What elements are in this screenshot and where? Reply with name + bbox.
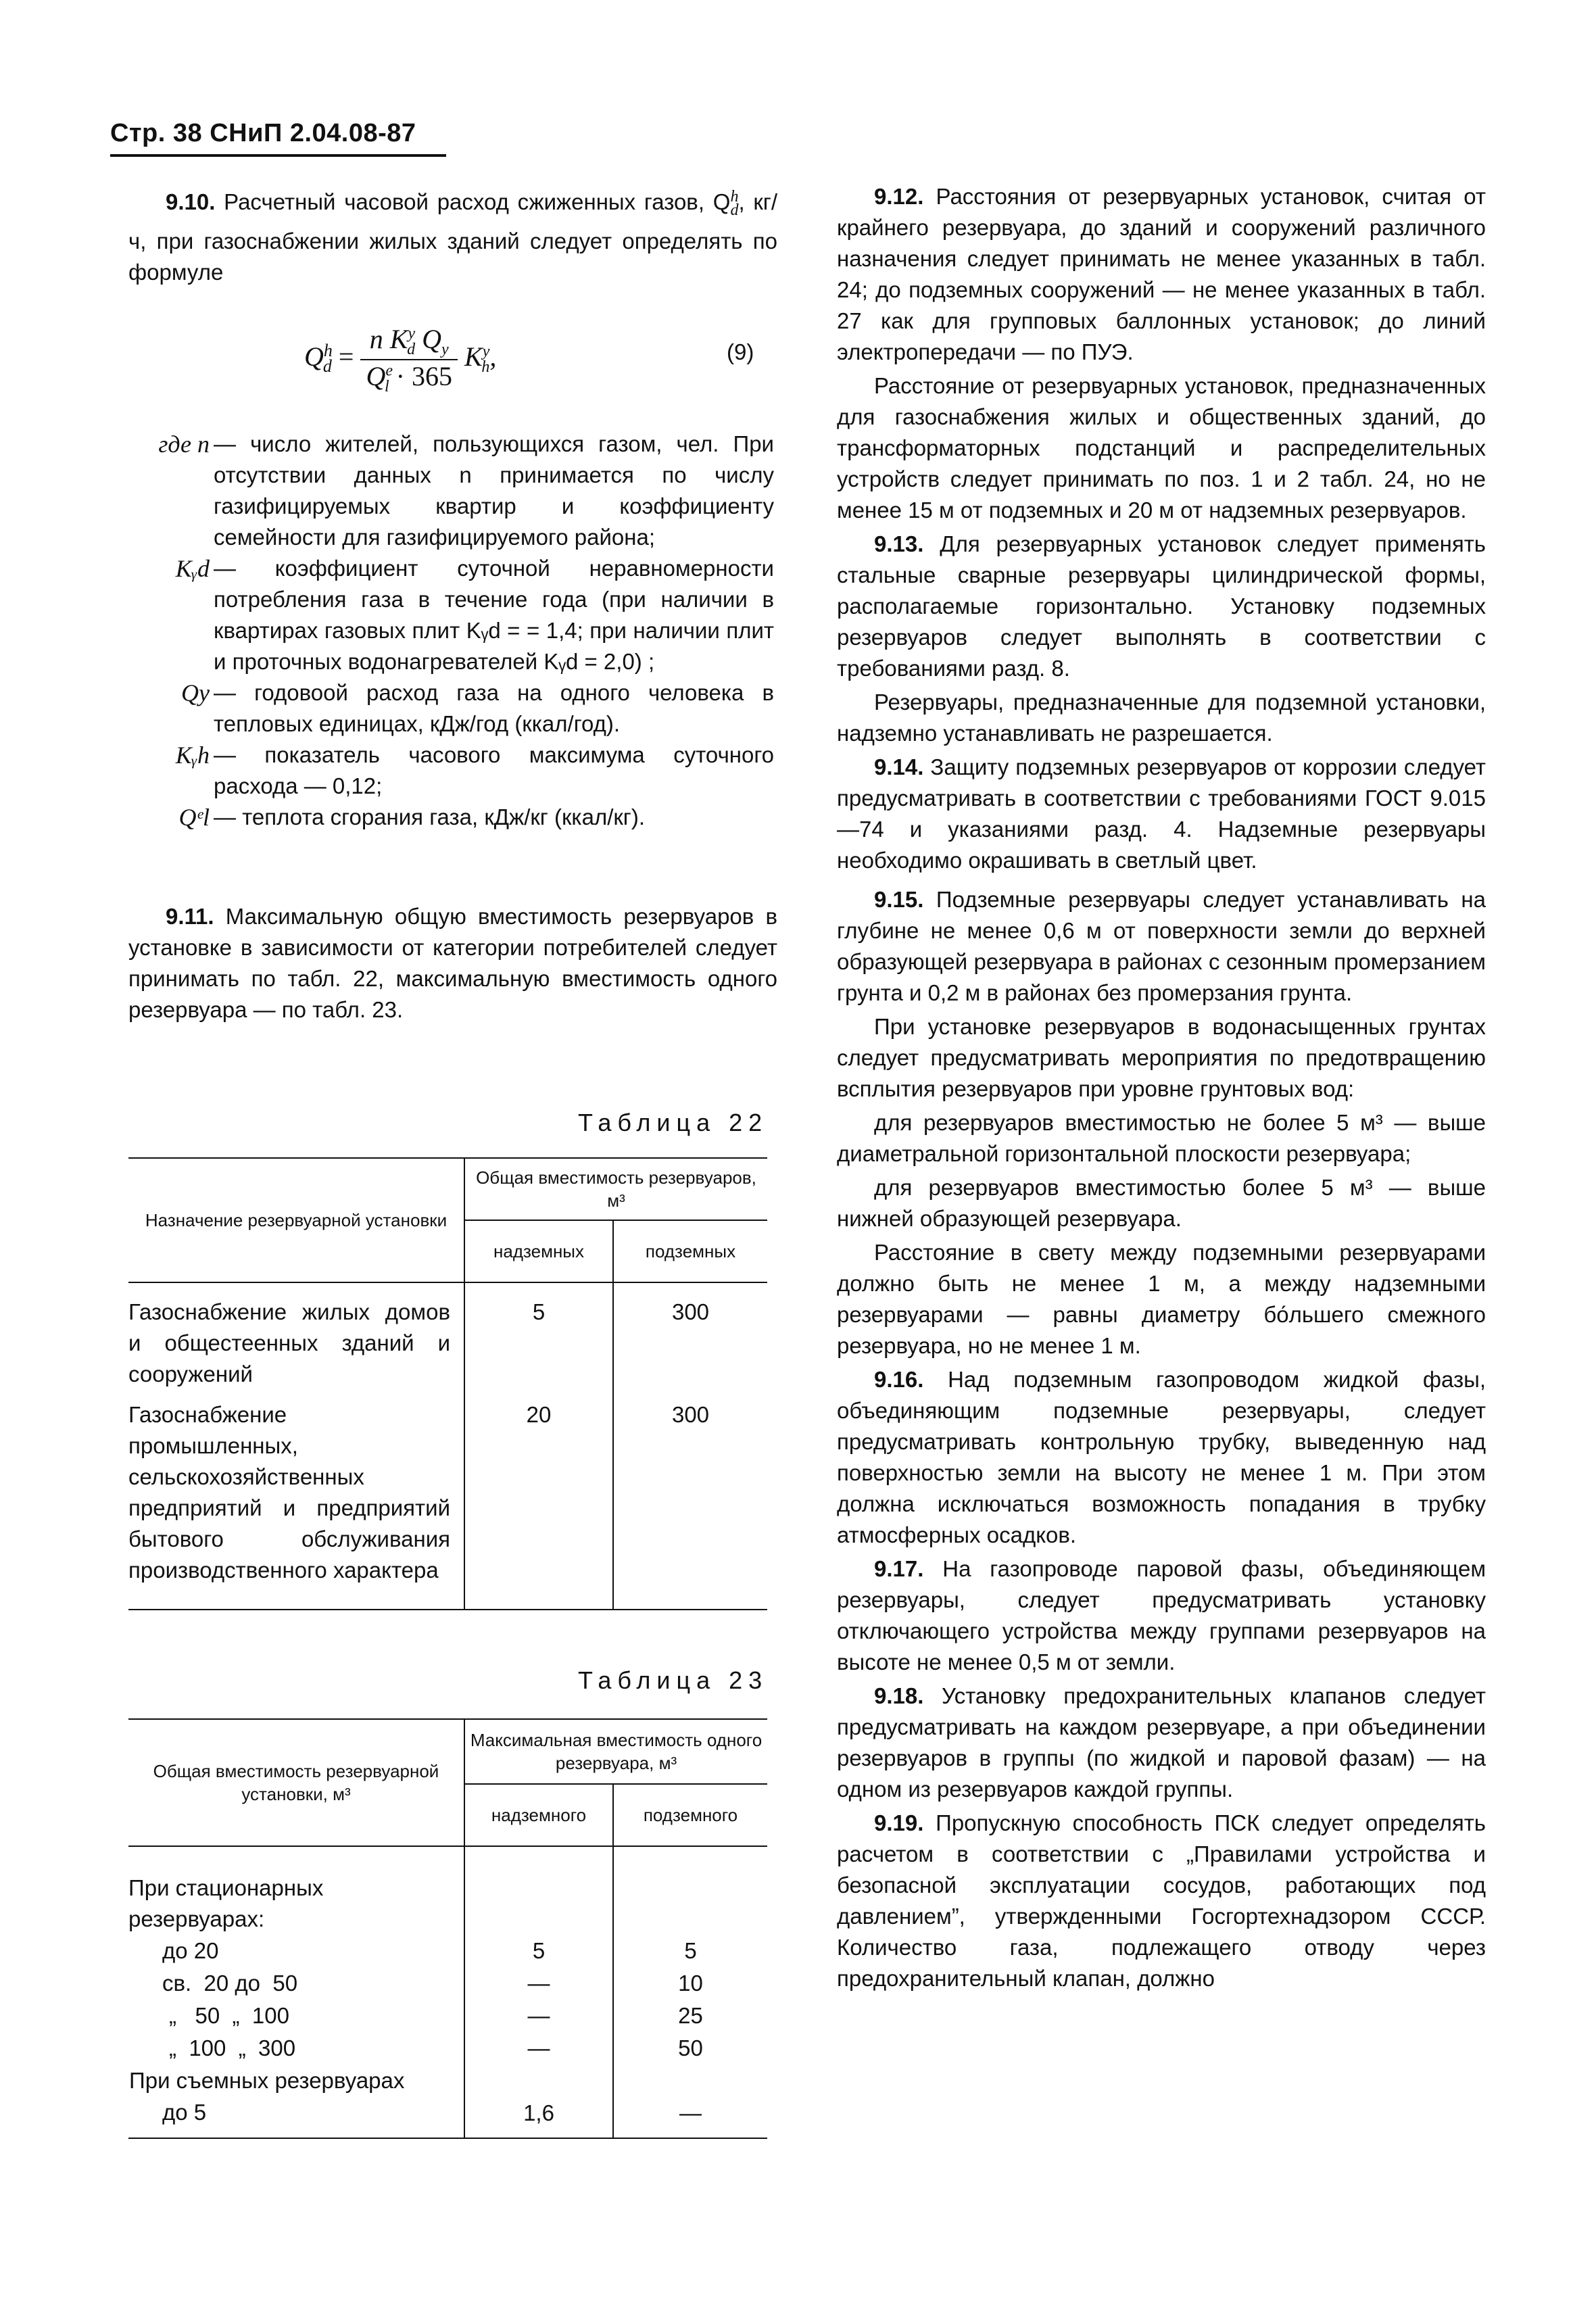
table-row: Газоснабжение промышленных, сельскохозяйственных предприятий и предприятий бытового обслуживания производственного характера 20 300 (128, 1390, 767, 1610)
table-header: Назначение резервуарной установки (128, 1158, 464, 1282)
definition-item: Kᵧh — показатель часового максимума суточного расхода — 0,12; (175, 742, 774, 798)
paragraph-9-15: 9.15. Подземные резервуары следует устанавливать на глубине не менее 0,6 м от поверхности земли до верхней образующей резервуара в районах с сезонным промерзанием грунта и 0,2 м в районах без промерзания грунта. (837, 887, 1486, 1005)
table-subheader: подземных (613, 1220, 767, 1282)
definitions-list (115, 429, 774, 833)
paragraph-9-18: 9.18. Установку предохранительных клапанов следует предусматривать на каждом резервуаре, а при объединении резервуаров в группы (по жидкой и паровой фазам) — на одном из резервуаров каждой группы. (837, 1683, 1486, 1802)
clause-number: 9.10. (166, 189, 216, 214)
paragraph-9-13: 9.13. Для резервуарных установок следует применять стальные сварные резервуары цилиндрической формы, располагаемые горизонтально. Установку подземных резервуаров следует выполнять в соответствии с требованиями разд. 8. (837, 531, 1486, 681)
table-23 (128, 1718, 767, 2139)
clause-text: Расчетный часовой расход сжиженных газов, Q (224, 189, 731, 214)
table-row: до 20 5 5 (128, 1935, 767, 1967)
paragraph: для резервуаров вместимостью не более 5 м³ — выше диаметральной горизонтальной плоскости резервуара; (837, 1110, 1486, 1166)
table-23-caption: Таблица 23 (578, 1666, 769, 1694)
formula-fraction: $\frac{n K^y_d Q_y}{Q^e_l \cdot 365}$ (360, 323, 458, 396)
paragraph-9-16: 9.16. Над подземным газопроводом жидкой фазы, объединяющим подземные резервуары, следует предусматривать контрольную трубку, выведенную над поверхностью земли на высоту не менее 1 м. При этом должна исключаться возможность попадания в трубку атмосферных осадков. (837, 1367, 1486, 1547)
paragraph: Резервуары, предназначенные для подземной установки, надземно устанавливать не разрешается. (837, 690, 1486, 746)
table-subheader: надземных (464, 1220, 613, 1282)
clause-text: Максимальную общую вместимость резервуаров в установке в зависимости от категории потребителей следует принимать по табл. 22, максимальную вместимость одного резервуара — по табл. 23. (128, 904, 778, 1022)
paragraph: для резервуаров вместимостью более 5 м³ — выше нижней образующей резервуара. (837, 1175, 1486, 1231)
header-rule (110, 154, 446, 157)
definition-item: где n — число жителей, пользующихся газом, чел. При отсутствии данных n принимается по числу газифицируемых квартир и коэффициенту семейности для газифицируемого района; (158, 431, 774, 550)
table-header: Общая вместимость резервуарной установки, м³ (128, 1719, 464, 1846)
table-subheader: подземного (613, 1784, 767, 1846)
table-row: св. 20 до 50 — 10 (128, 1967, 767, 2000)
paragraph-9-10: 9.10. Расчетный часовой расход сжиженных газов, $Q^h_d$, кг/ч, при газоснабжении жилых зданий следует определять по формуле (128, 188, 777, 285)
paragraph-9-19: 9.19. Пропускную способность ПСК следует определять расчетом в соответствии с „Правилами устройства и безопасной эксплуатации сосудов, работающих под давлением”, утвержденными Госгортехнадзором СССР. Количество газа, подлежащего отводу через предохранительный клапан, должно (837, 1810, 1486, 1991)
definition-item: Kᵧd — коэффициент суточной неравномерности потребления газа в течение года (при наличии в квартирах газовых плит Kᵧd = = 1,4; при наличии плит и проточных водонагревателей Kᵧd = 2,0) ; (175, 555, 774, 674)
formula-9: $Q^h_d$ = $\frac{n K^y_d Q_y}{Q^e_l \cdot 365}$ $K^y_h$, (9) (304, 324, 754, 395)
right-column (837, 181, 1486, 1997)
page-header: Стр. 38 СНиП 2.04.08-87 (110, 119, 416, 147)
table-row: „ 100 „ 300 — 50 (128, 2032, 767, 2065)
table-22-caption: Таблица 22 (578, 1109, 769, 1136)
paragraph-9-14: 9.14. Защиту подземных резервуаров от коррозии следует предусматривать в соответствии с требованиями ГОСТ 9.015—74 и указаниями разд. 4. Надземные резервуары необходимо окрашивать в светлый цвет. (837, 754, 1486, 873)
left-column (128, 181, 777, 291)
paragraph-9-12: 9.12. Расстояния от резервуарных установок, считая от крайнего резервуара, до зданий и сооружений различного назначения следует принимать не менее указанных в табл. 24; до подземных сооружений — не менее указанных в табл. 27 как для групповых баллонных установок; до линий электропередачи — по ПУЭ. (837, 184, 1486, 364)
paragraph-9-11 (128, 901, 777, 1028)
table-row: При съемных резервуарах (128, 2065, 767, 2097)
paragraph: Расстояние в свету между подземными резервуарами должно быть не менее 1 м, а между надземными резервуарами — равны диаметру бо́льшего смежного резервуара, но не менее 1 м. (837, 1240, 1486, 1358)
table-header: Максимальная вместимость одного резервуара, м³ (464, 1719, 767, 1784)
table-row: до 5 1,6 — (128, 2097, 767, 2138)
equation-number: (9) (727, 339, 754, 364)
paragraph: Расстояние от резервуарных установок, предназначенных для газоснабжения жилых и общественных зданий, до трансформаторных подстанций и распределительных устройств следует принимать по поз. 1 и 2 табл. 24, но не менее 15 м от подземных и 20 м от надземных резервуаров. (837, 373, 1486, 523)
definition-item: Qᵉl — теплота сгорания газа, кДж/кг (ккал/кг). (178, 804, 646, 831)
table-22 (128, 1157, 767, 1610)
clause-text-cont: , кг/ч, при газоснабжении жилых зданий следует определять по формуле (128, 189, 777, 285)
table-header: Общая вместимость резервуаров, м³ (464, 1158, 767, 1220)
table-row: Газоснабжение жилых домов и общестеенных зданий и сооружений 5 300 (128, 1282, 767, 1390)
table-row: При стационарных резервуарах: (128, 1846, 767, 1935)
paragraph-9-17: 9.17. На газопроводе паровой фазы, объединяющем резервуары, следует предусматривать установку отключающего устройства между группами резервуаров на высоте не менее 0,5 м от земли. (837, 1556, 1486, 1674)
paragraph: При установке резервуаров в водонасыщенных грунтах следует предусматривать мероприятия по предотвращению всплытия резервуаров при уровне грунтовых вод: (837, 1014, 1486, 1101)
table-subheader: надземного (464, 1784, 613, 1846)
table-row: „ 50 „ 100 — 25 (128, 2000, 767, 2032)
clause-number: 9.11. (166, 904, 214, 929)
definition-item: Qy — годовоой расход газа на одного человека в тепловых единицах, кДж/год (ккал/год). (181, 679, 774, 736)
